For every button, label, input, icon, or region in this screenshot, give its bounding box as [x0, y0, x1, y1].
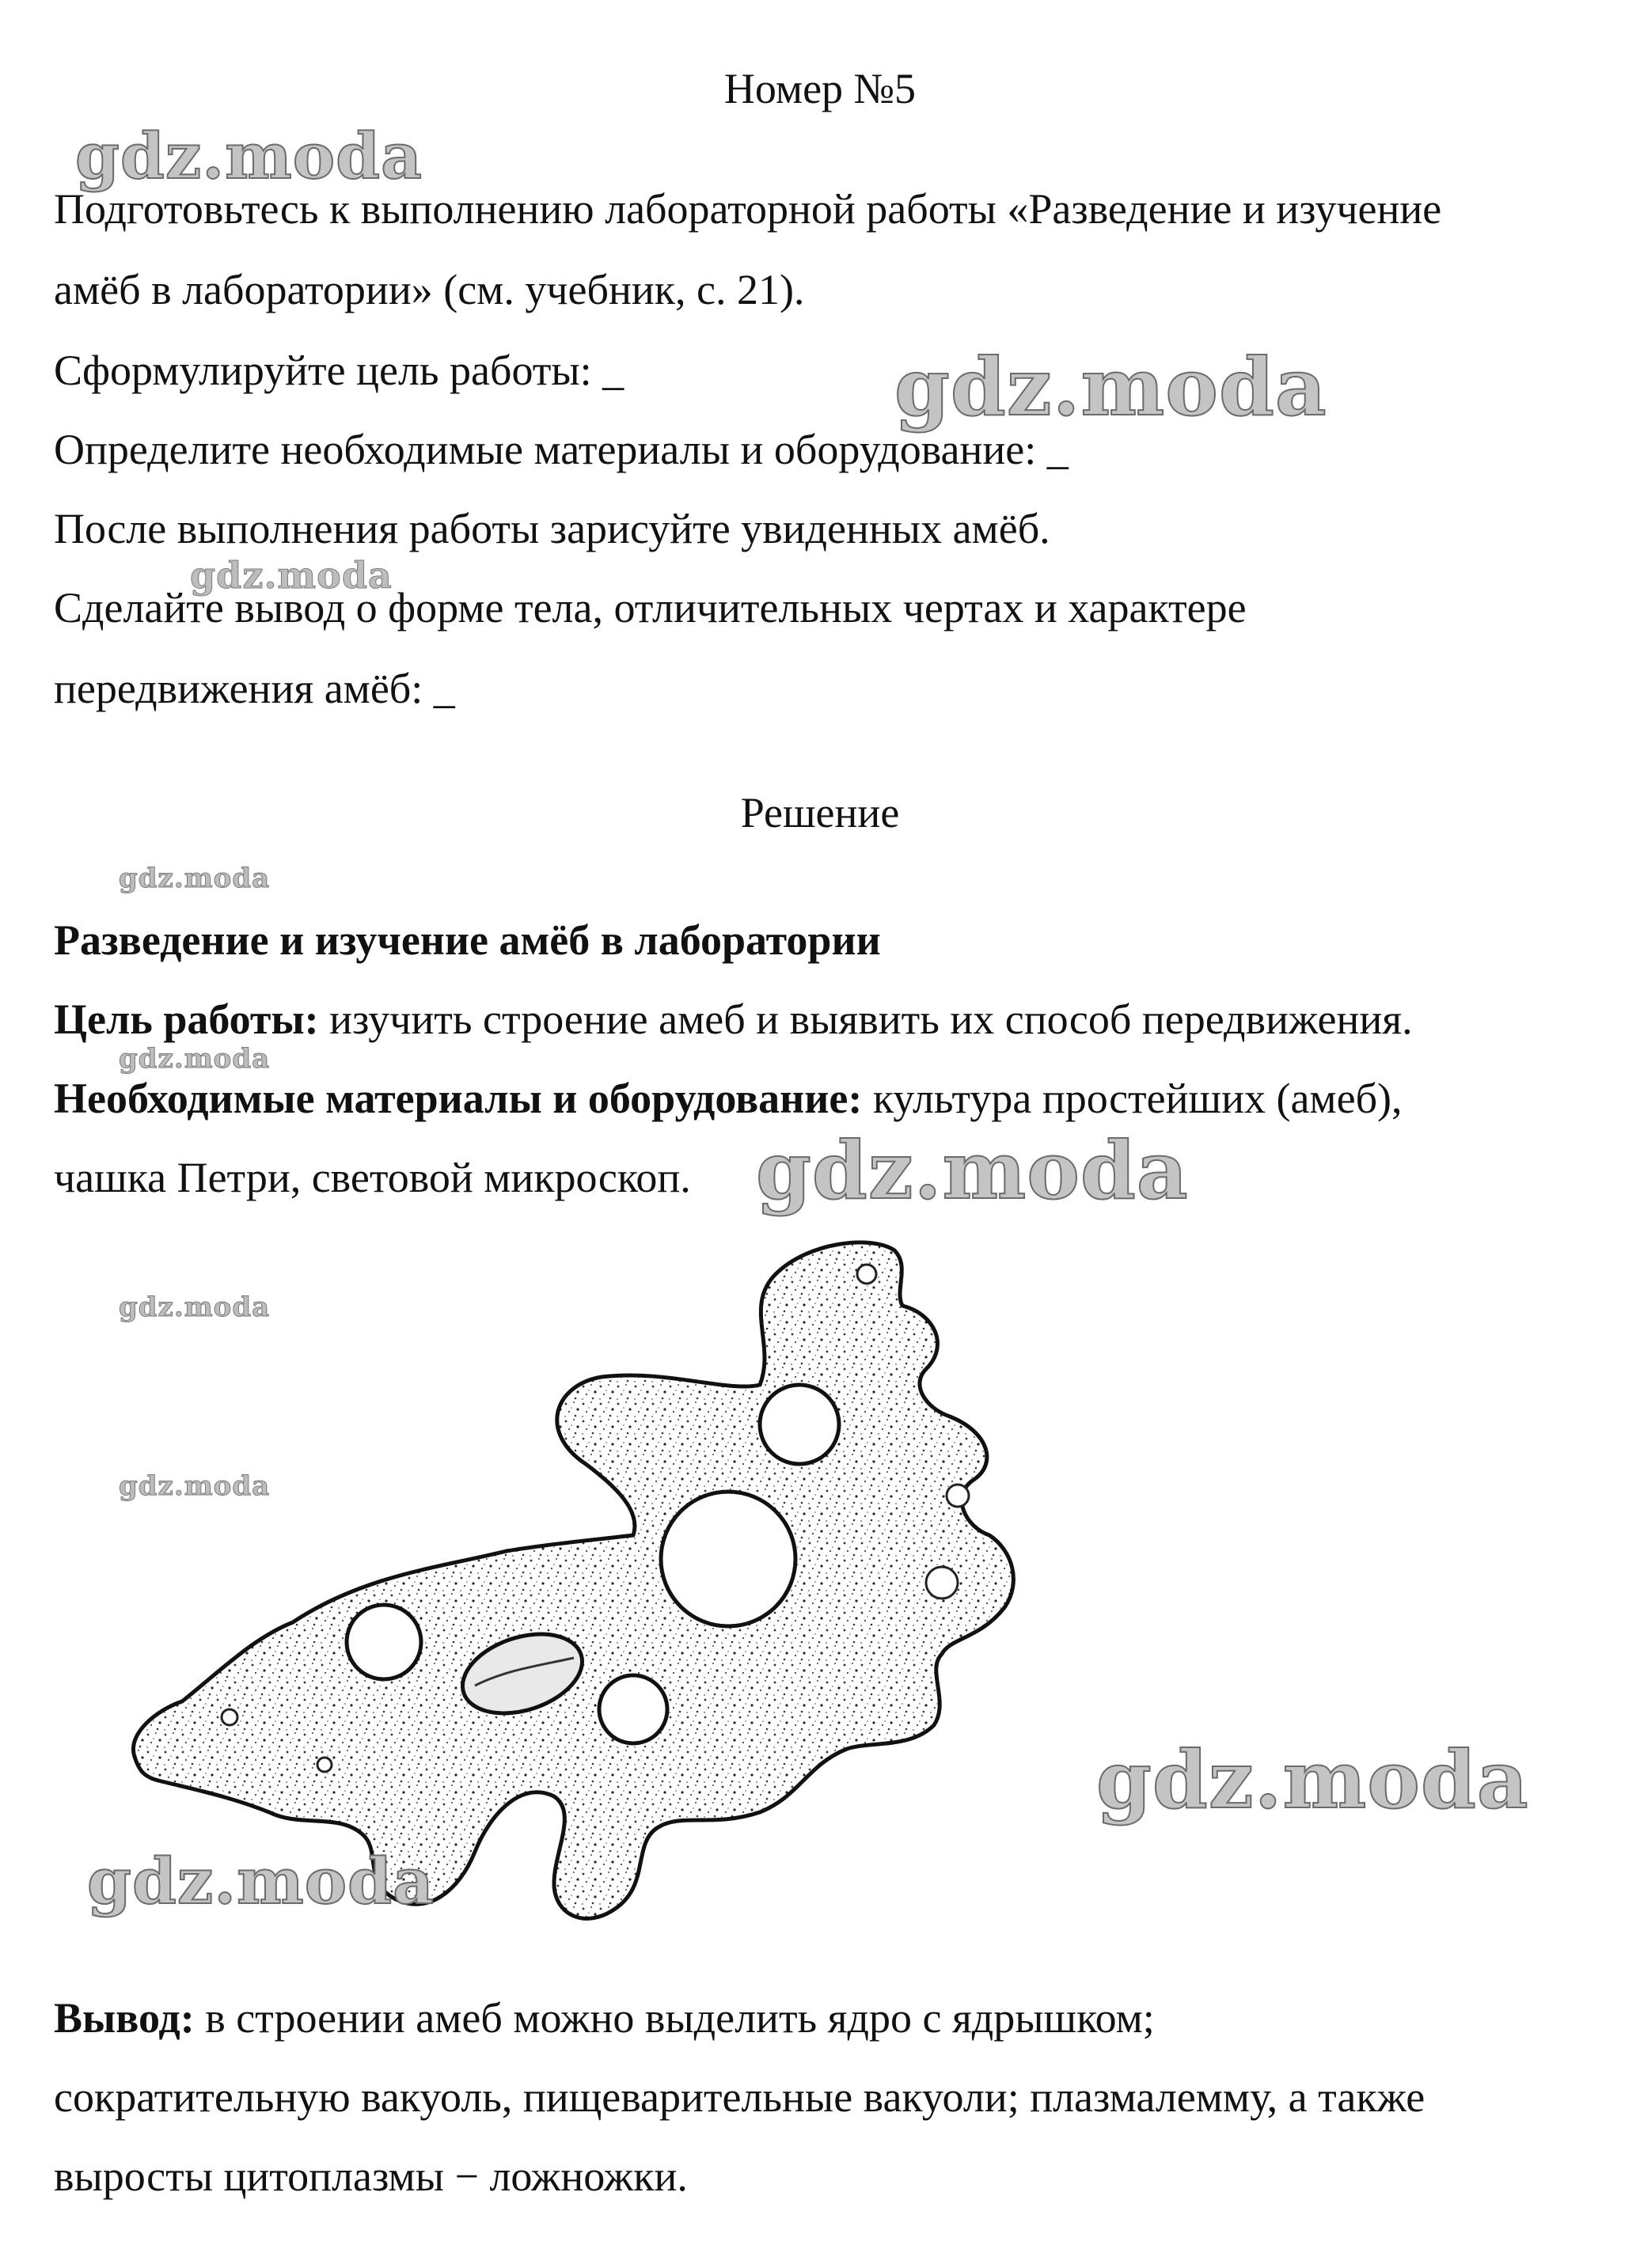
- watermark: gdz.moda: [119, 1291, 271, 1323]
- small-vacuole-5: [317, 1758, 332, 1772]
- watermark: gdz.moda: [1096, 1733, 1529, 1826]
- digestive-vacuole-right: [599, 1675, 667, 1743]
- goal-line: [54, 994, 1413, 1045]
- materials-label: Необходимые материалы и оборудование:: [54, 1075, 863, 1122]
- task-line-3: Сформулируйте цель работы: _: [54, 347, 624, 394]
- task-line-1: Подготовьтесь к выполнению лабораторной работы «Разведение и изучение: [54, 185, 1442, 233]
- solution-heading: Решение: [740, 789, 900, 836]
- watermark: gdz.moda: [87, 1844, 435, 1918]
- watermark: gdz.moda: [119, 1043, 271, 1075]
- watermark: gdz.moda: [894, 340, 1327, 434]
- conclusion-text: в строении амеб можно выделить ядро с ядрышком;: [194, 1994, 1155, 2042]
- task-title: Номер №5: [723, 65, 917, 112]
- amoeba-body: [133, 1242, 1013, 1918]
- watermark: gdz.moda: [119, 1470, 271, 1502]
- task-line-2: амёб в лаборатории» (см. учебник, с. 21).: [54, 266, 805, 313]
- watermark: gdz.moda: [190, 554, 393, 597]
- digestive-vacuole-left: [347, 1605, 421, 1679]
- goal-text: изучить строение амеб и выявить их способ передвижения.: [318, 996, 1413, 1043]
- work-title: Разведение и изучение амёб в лаборатории: [54, 916, 881, 964]
- watermark: gdz.moda: [75, 119, 423, 193]
- watermark: gdz.moda: [756, 1124, 1189, 1217]
- watermark: gdz.moda: [119, 863, 271, 894]
- goal-label: Цель работы:: [54, 996, 319, 1043]
- conclusion-line-2: сократительную вакуоль, пищеварительные вакуоли; плазмалемму, а также: [54, 2073, 1426, 2121]
- small-vacuole-2: [947, 1485, 969, 1507]
- conclusion-label: Вывод:: [54, 1994, 195, 2042]
- digestive-vacuole-large: [661, 1492, 795, 1626]
- task-line-5: После выполнения работы зарисуйте увиденных амёб.: [54, 505, 1050, 552]
- small-vacuole-3: [857, 1265, 876, 1284]
- materials-line-1: [54, 1073, 1403, 1124]
- materials-line-2: чашка Петри, световой микроскоп.: [54, 1154, 691, 1201]
- contractile-vacuole: [760, 1385, 839, 1464]
- task-line-4: Определите необходимые материалы и оборудование: _: [54, 426, 1069, 473]
- conclusion-line-3: выросты цитоплазмы − ложножки.: [54, 2152, 688, 2200]
- task-line-6: Сделайте вывод о форме тела, отличительных чертах и характере: [54, 584, 1247, 631]
- small-vacuole-1: [926, 1567, 958, 1599]
- task-line-7: передвижения амёб: _: [54, 665, 455, 712]
- small-vacuole-4: [222, 1709, 237, 1725]
- materials-text: культура простейших (амеб),: [862, 1075, 1403, 1122]
- conclusion-line-1: [54, 1993, 1155, 2043]
